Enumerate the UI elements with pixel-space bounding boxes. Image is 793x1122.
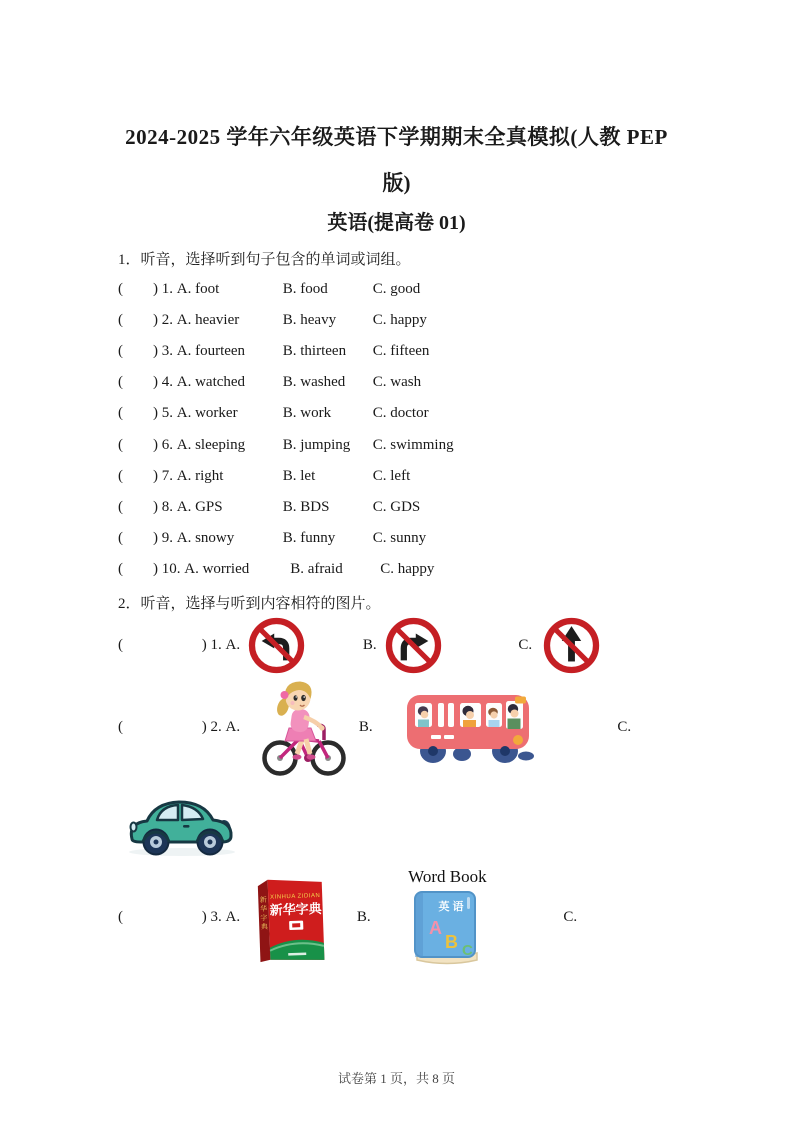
section2-heading: 2．听音，选择与听到内容相符的图片。 bbox=[118, 596, 381, 612]
answer-bracket: ( ) 6. bbox=[118, 436, 177, 453]
question-row-3 bbox=[118, 336, 718, 367]
question-row-4 bbox=[118, 367, 718, 398]
answer-bracket: ( ) 1. bbox=[118, 636, 226, 653]
svg-text:C: C bbox=[462, 942, 474, 959]
svg-text:字: 字 bbox=[260, 914, 268, 923]
svg-text:A: A bbox=[429, 918, 443, 938]
answer-bracket: ( ) 1. bbox=[118, 281, 177, 298]
option-b: B. food bbox=[282, 281, 328, 298]
option-a: A. fourteen bbox=[176, 343, 246, 360]
option-b: B. BDS bbox=[282, 498, 330, 515]
option-b-label: B. bbox=[362, 636, 381, 653]
question-row-2 bbox=[118, 305, 718, 336]
answer-bracket: ( ) 2. bbox=[118, 718, 226, 735]
option-b-label: B. bbox=[356, 908, 375, 925]
answer-bracket: ( ) 3. bbox=[118, 908, 226, 925]
option-a: A. worker bbox=[176, 405, 238, 422]
option-c: C. fifteen bbox=[372, 343, 430, 360]
question-row-1 bbox=[118, 274, 718, 305]
option-b: B. work bbox=[282, 405, 332, 422]
option-b: B. thirteen bbox=[282, 343, 347, 360]
no-right-turn-sign-icon bbox=[385, 617, 442, 674]
option-c: C. wash bbox=[372, 374, 422, 391]
dictionary-pinyin-text: XINHUA ZIDIAN bbox=[269, 892, 321, 901]
section1-heading: 1．听音，选择听到句子包含的单词或词组。 bbox=[118, 252, 411, 268]
word-book-caption: Word Book bbox=[408, 867, 487, 886]
question-row-9 bbox=[118, 523, 718, 554]
option-a: A. sleeping bbox=[176, 436, 246, 453]
option-b: B. heavy bbox=[282, 312, 337, 329]
question-row-5 bbox=[118, 398, 718, 429]
question-row-10 bbox=[118, 554, 718, 585]
option-b: B. funny bbox=[282, 529, 336, 546]
girl-riding-bicycle-image bbox=[256, 677, 351, 777]
option-c-label: C. bbox=[518, 636, 536, 653]
dictionary-title-text: 新华字典 bbox=[269, 900, 322, 918]
option-c: C. sunny bbox=[372, 529, 427, 546]
answer-bracket: ( ) 3. bbox=[118, 343, 177, 360]
option-a: A. snowy bbox=[176, 529, 235, 546]
svg-text:华: 华 bbox=[259, 905, 268, 914]
section1-question-list bbox=[118, 274, 718, 585]
section2-question2-row bbox=[118, 676, 635, 778]
section2-question3-row bbox=[118, 866, 581, 968]
option-c: C. happy bbox=[380, 560, 435, 577]
page-title-line2: 版) bbox=[382, 171, 411, 195]
word-book-option bbox=[407, 867, 487, 967]
option-a: A. heavier bbox=[176, 312, 240, 329]
option-a: A. watched bbox=[176, 374, 246, 391]
no-straight-ahead-sign-icon bbox=[543, 617, 600, 674]
english-word-book-image bbox=[407, 889, 487, 967]
option-c: C. good bbox=[372, 281, 421, 298]
answer-bracket: ( ) 10. bbox=[118, 560, 185, 577]
option-b: B. afraid bbox=[290, 560, 343, 577]
option-b: B. jumping bbox=[282, 436, 351, 453]
page-subtitle: 英语(提高卷 01) bbox=[327, 212, 466, 234]
option-a: A. worried bbox=[184, 560, 250, 577]
question-row-7 bbox=[118, 461, 718, 492]
option-a: A. foot bbox=[176, 281, 220, 298]
answer-bracket: ( ) 7. bbox=[118, 467, 177, 484]
question-row-6 bbox=[118, 429, 718, 460]
answer-bracket: ( ) 2. bbox=[118, 312, 177, 329]
option-c: C. happy bbox=[372, 312, 427, 329]
option-a: A. GPS bbox=[176, 498, 223, 515]
red-bus-image bbox=[402, 685, 535, 770]
option-c: C. GDS bbox=[372, 498, 421, 515]
section2-question1-row bbox=[118, 612, 600, 678]
answer-bracket: ( ) 5. bbox=[118, 405, 177, 422]
xinhua-dictionary-image bbox=[249, 871, 329, 963]
option-a-label: A. bbox=[225, 718, 244, 735]
svg-text:B: B bbox=[445, 932, 459, 952]
teal-beetle-car-image bbox=[125, 792, 238, 858]
option-a: A. right bbox=[176, 467, 224, 484]
option-c-label: C. bbox=[617, 718, 635, 735]
option-b: B. washed bbox=[282, 374, 346, 391]
svg-text:新: 新 bbox=[259, 896, 267, 905]
no-left-turn-sign-icon bbox=[248, 617, 305, 674]
option-c-label: C. bbox=[563, 908, 581, 925]
question-row-8 bbox=[118, 492, 718, 523]
page-title-line1: 2024-2025 学年六年级英语下学期期末全真模拟(人教 PEP bbox=[125, 125, 668, 149]
option-b: B. let bbox=[282, 467, 316, 484]
option-c: C. doctor bbox=[372, 405, 429, 422]
answer-bracket: ( ) 4. bbox=[118, 374, 177, 391]
option-c: C. swimming bbox=[372, 436, 454, 453]
answer-bracket: ( ) 9. bbox=[118, 529, 177, 546]
option-b-label: B. bbox=[358, 718, 377, 735]
page-footer: 试卷第 1 页，共 8 页 bbox=[337, 1071, 455, 1086]
answer-bracket: ( ) 8. bbox=[118, 498, 177, 515]
word-book-cover-text: 英 语 bbox=[438, 901, 464, 913]
option-c: C. left bbox=[372, 467, 411, 484]
option-a-label: A. bbox=[225, 636, 244, 653]
svg-text:典: 典 bbox=[260, 923, 268, 932]
option-a-label: A. bbox=[225, 908, 244, 925]
